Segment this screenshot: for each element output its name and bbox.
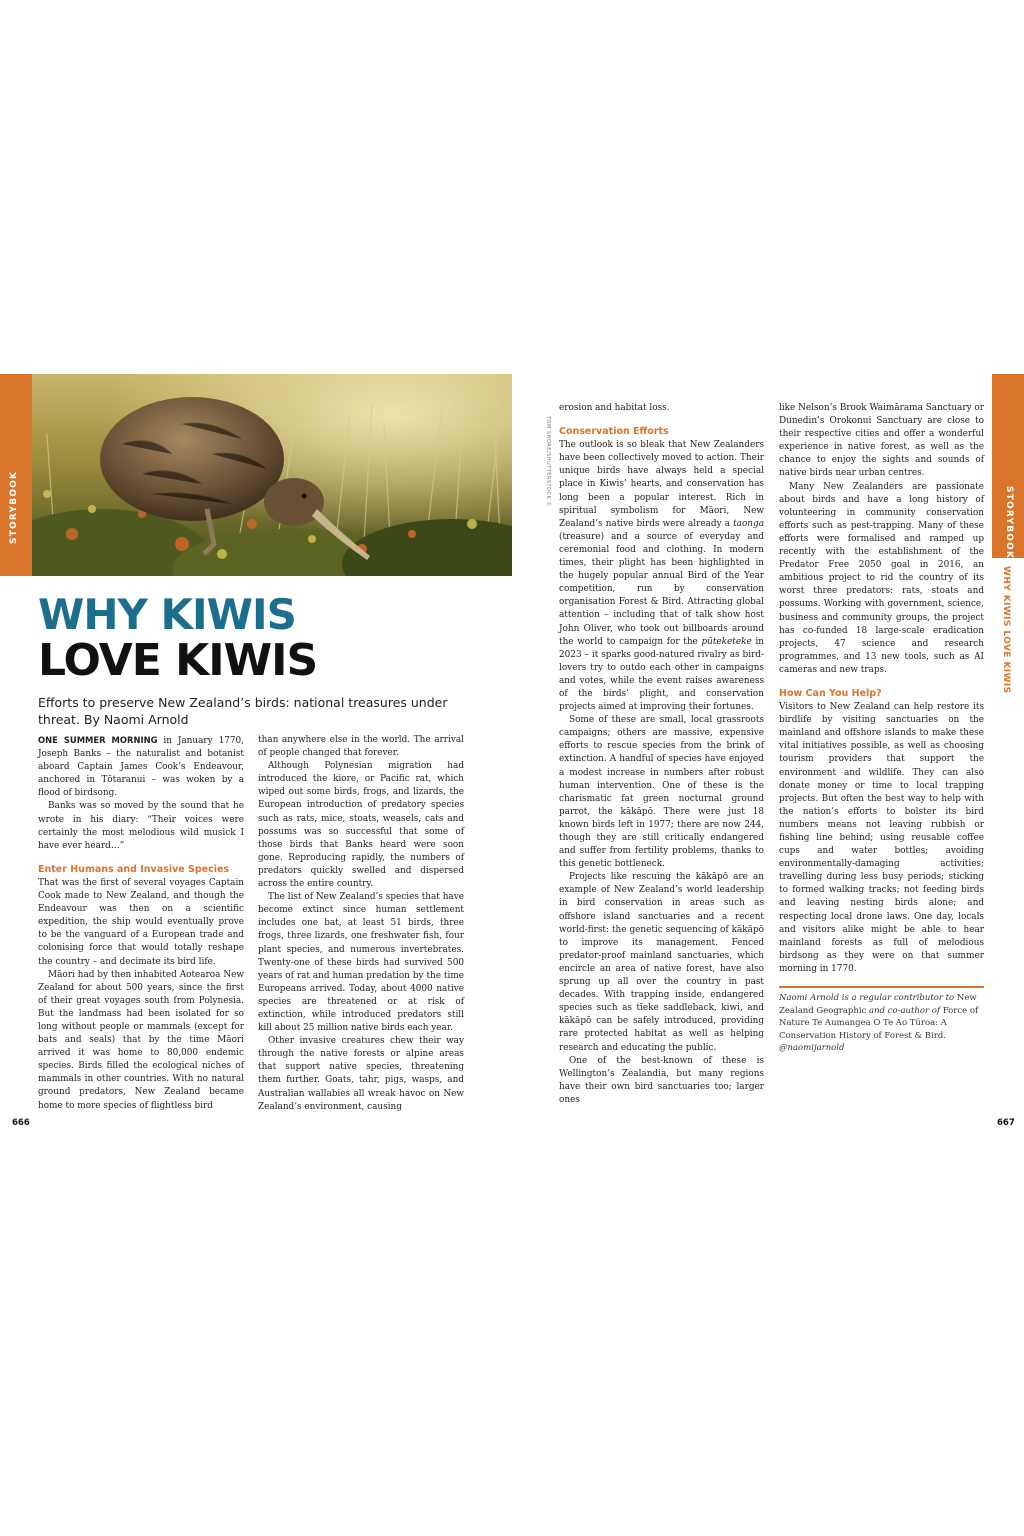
running-title: WHY KIWIS LOVE KIWIS: [1001, 566, 1011, 694]
body-column-1: [38, 734, 244, 1113]
paragraph: That was the first of several voyages Captain Cook made to New Zealand, and though the Endeavour was then on a scientific expedition, the ship would eventually prove to be the vanguard of a European trade and colonising force that would totally reshape the country – and decimate its bird life.: [38, 877, 244, 967]
subheading: Conservation Efforts: [559, 426, 669, 438]
standfirst: Efforts to preserve New Zealand’s birds: national treasures under threat. By Naomi Arnold: [38, 695, 448, 727]
paragraph: The list of New Zealand’s species that have become extinct since human settlement includes one bat, at least 51 birds, three frogs, three lizards, one freshwater fish, four plant species, and numerous invertebrates. Twenty-one of these birds had survived 500 years of rat and human predation by the time Europeans arrived. Today, about 4000 native species are threatened or at risk of extinction, while introduced predators still kill about 25 million native birds each year.: [258, 892, 464, 1034]
page-number-left: 666: [12, 1118, 30, 1128]
section-tab-left: [0, 374, 32, 576]
body-column-4: [779, 402, 984, 976]
paragraph: Visitors to New Zealand can help restore its birdlife by visiting sanctuaries on the mainland and offshore islands to make these vital initiatives possible, as well as choosing tourism providers that support the environment and wildlife. They can also donate money or time to local trapping projects. But often the best way to help with the nation’s efforts to bolster its bird numbers means not leaving rubbish or fishing line behind; using reusable coffee cups and water bottles; avoiding environmentally-damaging activities; travelling during less busy periods; sticking to formed walking tracks; not feeding birds and leaving nesting birds alone; and respecting local drone laws. One day, locals and visitors alike might be able to hear mainland forests as full of melodious birdsong as they were on that summer morning in 1770.: [779, 702, 984, 974]
author-bio: Naomi Arnold is a regular contributor to New Zealand Geographic and co-author of Force of Nature Te Aumangea O Te Ao Tūroa: A Conservation History of Forest & Bird. @naomijarnold: [779, 993, 979, 1053]
paragraph: The outlook is so bleak that New Zealanders have been collectively moved to action. Their unique birds have always held a special place in Kiwis’ hearts, and conservation has long been a popular interest. Rich in spiritual symbolism for Māori, New Zealand’s native birds were already a taonga (treasure) and a source of everyday and ceremonial food and clothing. In modern times, their plight has been highlighted in the hugely popular annual Bird of the Year competition, run by conservation organisation Forest & Bird. Attracting global attention – including that of talk show host John Oliver, who took out billboards around the world to campaign for the pūteketeke in 2023 – it sparks good-natured rivalry as bird-lovers try to outdo each other in campaigns and votes, while the event raises awareness of the birds’ plight, and conservation projects aimed at improving their fortunes.: [559, 440, 764, 713]
body-column-3: [559, 402, 764, 1107]
kiwi-bird-illustration: [32, 374, 512, 576]
paragraph: than anywhere else in the world. The arrival of people changed that forever.: [258, 735, 464, 759]
lead-in: ONE SUMMER MORNING: [38, 735, 158, 745]
paragraph: erosion and habitat loss.: [559, 403, 670, 413]
paragraph: Some of these are small, local grassroots campaigns; others are massive, expensive efforts to rescue species from the brink of extinction. A handful of species have enjoyed a modest increase in numbers after robust human intervention. One of these is the charismatic fat green nocturnal ground parrot, the kākāpō. There were just 18 known birds left in 1977; there are now 244, though they are still critically endangered and suffer from fertility problems, thanks to this genetic bottleneck.: [559, 715, 764, 870]
section-tab-label: STORYBOOK: [9, 470, 19, 544]
body-column-2: [258, 734, 464, 1114]
section-tab-right: [992, 374, 1024, 558]
headline-line-1: WHY KIWIS: [38, 590, 296, 639]
magazine-spread: [0, 374, 1024, 1112]
paragraph: Māori had by then inhabited Aotearoa New Zealand for about 500 years, since the first of their great voyages south from Polynesia. But the landmass had been isolated for so long without people or mammals (except for bats and seals) that by the time Māori arrived it was home to 80,000 endemic species. Birds filled the ecological niches of mammals in other countries. With no natural ground predators, New Zealand became home to more species of flightless bird: [38, 969, 244, 1111]
subheading: How Can You Help?: [779, 687, 882, 699]
section-tab-label: STORYBOOK: [1004, 486, 1014, 560]
photo-credit: TOM SHORE/SHUTTERSTOCK ©: [545, 416, 551, 507]
paragraph: Although Polynesian migration had introduced the kiore, or Pacific rat, which wiped out some birds, frogs, and lizards, the European introduction of predatory species such as rats, mice, stoats, weasels, cats and possums was so successful that some of those birds that Banks heard were soon gone. Reproducing rapidly, the numbers of predators quickly swelled and dispersed across the entire country.: [258, 761, 464, 890]
kiwi-photo: [32, 374, 512, 576]
headline-line-2: LOVE KIWIS: [38, 635, 318, 686]
paragraph: Many New Zealanders are passionate about birds and have a long history of volunteering in community conservation efforts such as pest-trapping. Many of these efforts were formalised and ramped up recently with the establishment of the Predator Free 2050 goal in 2016, an ambitious project to rid the country of its worst three predators: rats, stoats and possums. Working with government, science, business and community groups, the project has co-funded 18 large-scale eradication projects, 47 science and research programmes, and 13 new tools, such as AI cameras and new traps.: [779, 481, 984, 675]
paragraph: ONE SUMMER MORNING in January 1770, Joseph Banks – the naturalist and botanist aboard Captain James Cook’s Endeavour, anchored in Tōtaranui – was woken by a flood of birdsong.: [38, 735, 244, 799]
bio-divider: [779, 986, 984, 988]
paragraph: One of the best-known of these is Wellington’s Zealandia, but many regions have their own bird sanctuaries too; larger ones: [559, 1055, 764, 1105]
subheading: Enter Humans and Invasive Species: [38, 863, 230, 875]
paragraph: Projects like rescuing the kākāpō are an example of New Zealand’s world leadership in bird conservation in areas such as offshore island sanctuaries and a recent world-first: the genetic sequencing of kākāpō to improve its management. Fenced predator-proof mainland sanctuaries, which encircle an area of native forest, have also sprung up all over the country in past decades. With trapping inside, endangered species such as tīeke saddleback, kiwi, and kākāpō can be safely introduced, providing rare protected habitat as well as helping research and educating the public.: [559, 872, 764, 1053]
paragraph: like Nelson’s Brook Waimārama Sanctuary or Dunedin’s Orokonui Sanctuary are close to their respective cities and offer a wonderful experience in native forest, as well as the chance to enjoy the sights and sounds of native birds near urban centres.: [779, 403, 984, 479]
paragraph: Banks was so moved by the sound that he wrote in his diary: “Their voices were certainly the most melodious wild musick I have ever heard…”: [38, 801, 244, 851]
page-number-right: 667: [997, 1118, 1015, 1128]
headline: [38, 592, 498, 684]
paragraph: Other invasive creatures chew their way through the native forests or alpine areas that support native species, threatening them further. Goats, tahr, pigs, wasps, and Australian wallabies all wreak havoc on New Zealand’s environment, causing: [258, 1036, 464, 1112]
